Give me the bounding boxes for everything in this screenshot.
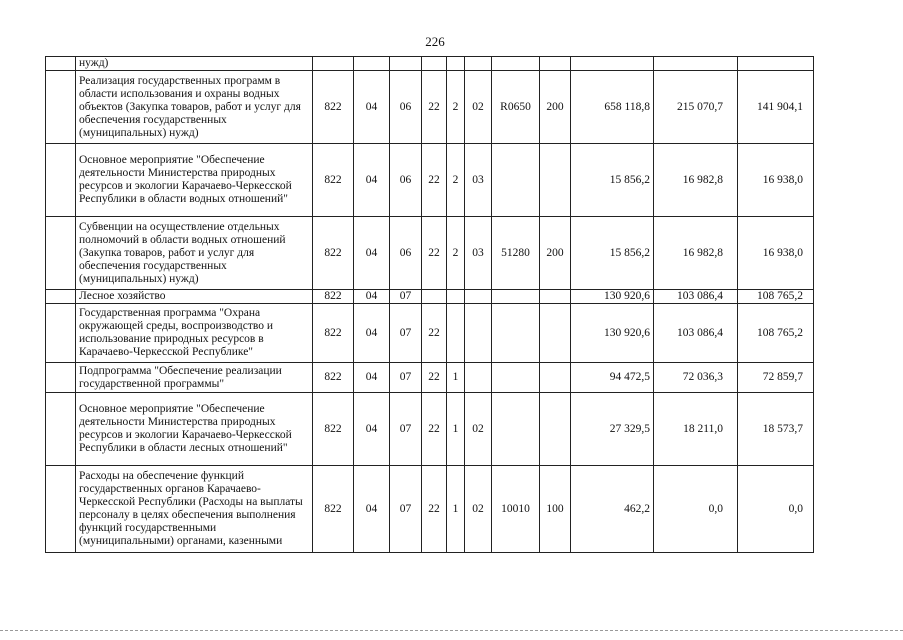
amount-year-3: 108 765,2 [738, 290, 814, 304]
row-description: Субвенции на осуществление отдельных полномочий в области водных отношений (Закупка товаров, работ и услуг для обеспечения государственных (муниципальных) нужд) [76, 217, 313, 290]
admin-code [313, 57, 354, 71]
admin-code: 822 [313, 144, 354, 217]
amount-year-2: 215 070,7 [654, 71, 738, 144]
program-code: 22 [422, 393, 447, 466]
admin-code: 822 [313, 363, 354, 393]
admin-code: 822 [313, 71, 354, 144]
subprogram-code [447, 57, 465, 71]
table-row [46, 304, 814, 363]
subsection-code: 07 [390, 466, 422, 553]
subprogram-code: 2 [447, 144, 465, 217]
subprogram-code: 1 [447, 466, 465, 553]
section-code: 04 [354, 290, 390, 304]
amount-year-2: 16 982,8 [654, 217, 738, 290]
amount-year-1 [571, 57, 654, 71]
amount-year-3: 16 938,0 [738, 144, 814, 217]
section-code [354, 57, 390, 71]
amount-year-1: 462,2 [571, 466, 654, 553]
event-code [465, 363, 492, 393]
row-description: Расходы на обеспечение функций государственных органов Карачаево-Черкесской Республики (Расходы на выплаты персоналу в целях обеспечения выполнения функций государственными (муниципальными) органами, казенными [76, 466, 313, 553]
table-row [46, 290, 814, 304]
amount-year-1: 130 920,6 [571, 290, 654, 304]
section-code: 04 [354, 466, 390, 553]
row-description: Реализация государственных программ в области использования и охраны водных объектов (Закупка товаров, работ и услуг для обеспечения государственных (муниципальных) нужд) [76, 71, 313, 144]
amount-year-1: 27 329,5 [571, 393, 654, 466]
subprogram-code: 2 [447, 71, 465, 144]
event-code: 02 [465, 71, 492, 144]
row-number-cell [46, 217, 76, 290]
row-number-cell [46, 304, 76, 363]
row-description: Лесное хозяйство [76, 290, 313, 304]
amount-year-3: 141 904,1 [738, 71, 814, 144]
program-code [422, 290, 447, 304]
expense-type-code: 200 [540, 71, 571, 144]
row-number-cell [46, 57, 76, 71]
target-code [492, 363, 540, 393]
amount-year-3: 108 765,2 [738, 304, 814, 363]
budget-table [45, 56, 814, 553]
admin-code: 822 [313, 466, 354, 553]
subsection-code: 07 [390, 393, 422, 466]
admin-code: 822 [313, 290, 354, 304]
target-code [492, 290, 540, 304]
event-code [465, 57, 492, 71]
expense-type-code [540, 363, 571, 393]
subsection-code: 07 [390, 304, 422, 363]
target-code: R0650 [492, 71, 540, 144]
amount-year-1: 94 472,5 [571, 363, 654, 393]
subprogram-code [447, 290, 465, 304]
amount-year-1: 15 856,2 [571, 144, 654, 217]
program-code: 22 [422, 304, 447, 363]
subsection-code: 06 [390, 217, 422, 290]
amount-year-3: 16 938,0 [738, 217, 814, 290]
program-code: 22 [422, 466, 447, 553]
target-code [492, 144, 540, 217]
expense-type-code: 100 [540, 466, 571, 553]
row-number-cell [46, 144, 76, 217]
expense-type-code [540, 393, 571, 466]
row-number-cell [46, 363, 76, 393]
page-edge-divider [0, 630, 903, 632]
row-description: Основное мероприятие "Обеспечение деятельности Министерства природных ресурсов и экологии Карачаево-Черкесской Республики в области лесных отношений" [76, 393, 313, 466]
target-code [492, 57, 540, 71]
target-code: 10010 [492, 466, 540, 553]
table-row [46, 393, 814, 466]
amount-year-1: 658 118,8 [571, 71, 654, 144]
amount-year-3: 0,0 [738, 466, 814, 553]
amount-year-3 [738, 57, 814, 71]
event-code [465, 290, 492, 304]
table-row [46, 71, 814, 144]
amount-year-2: 18 211,0 [654, 393, 738, 466]
subprogram-code: 2 [447, 217, 465, 290]
table-row [46, 466, 814, 553]
table-row [46, 363, 814, 393]
table-row [46, 217, 814, 290]
event-code: 03 [465, 217, 492, 290]
amount-year-3: 72 859,7 [738, 363, 814, 393]
section-code: 04 [354, 217, 390, 290]
row-number-cell [46, 290, 76, 304]
row-description: нужд) [76, 57, 313, 71]
section-code: 04 [354, 71, 390, 144]
target-code [492, 304, 540, 363]
subsection-code: 07 [390, 363, 422, 393]
row-description: Государственная программа "Охрана окружающей среды, воспроизводство и использование природных ресурсов в Карачаево-Черкесской Республике" [76, 304, 313, 363]
amount-year-2: 103 086,4 [654, 304, 738, 363]
expense-type-code [540, 304, 571, 363]
subsection-code [390, 57, 422, 71]
expense-type-code [540, 144, 571, 217]
row-number-cell [46, 71, 76, 144]
amount-year-1: 15 856,2 [571, 217, 654, 290]
section-code: 04 [354, 144, 390, 217]
program-code: 22 [422, 363, 447, 393]
page-number: 226 [425, 34, 445, 49]
table-row [46, 144, 814, 217]
subprogram-code [447, 304, 465, 363]
table-row [46, 57, 814, 71]
event-code [465, 304, 492, 363]
subprogram-code: 1 [447, 393, 465, 466]
event-code: 02 [465, 466, 492, 553]
amount-year-2: 16 982,8 [654, 144, 738, 217]
program-code: 22 [422, 71, 447, 144]
admin-code: 822 [313, 217, 354, 290]
subprogram-code: 1 [447, 363, 465, 393]
amount-year-2: 72 036,3 [654, 363, 738, 393]
section-code: 04 [354, 304, 390, 363]
target-code [492, 393, 540, 466]
admin-code: 822 [313, 393, 354, 466]
amount-year-2 [654, 57, 738, 71]
amount-year-2: 0,0 [654, 466, 738, 553]
amount-year-2: 103 086,4 [654, 290, 738, 304]
row-description: Подпрограмма "Обеспечение реализации государственной программы" [76, 363, 313, 393]
subsection-code: 07 [390, 290, 422, 304]
admin-code: 822 [313, 304, 354, 363]
row-number-cell [46, 466, 76, 553]
amount-year-1: 130 920,6 [571, 304, 654, 363]
expense-type-code [540, 290, 571, 304]
program-code [422, 57, 447, 71]
program-code: 22 [422, 144, 447, 217]
subsection-code: 06 [390, 144, 422, 217]
event-code: 02 [465, 393, 492, 466]
amount-year-3: 18 573,7 [738, 393, 814, 466]
subsection-code: 06 [390, 71, 422, 144]
section-code: 04 [354, 393, 390, 466]
row-number-cell [46, 393, 76, 466]
event-code: 03 [465, 144, 492, 217]
target-code: 51280 [492, 217, 540, 290]
expense-type-code [540, 57, 571, 71]
row-description: Основное мероприятие "Обеспечение деятельности Министерства природных ресурсов и экологии Карачаево-Черкесской Республики в области водных отношений" [76, 144, 313, 217]
expense-type-code: 200 [540, 217, 571, 290]
program-code: 22 [422, 217, 447, 290]
section-code: 04 [354, 363, 390, 393]
